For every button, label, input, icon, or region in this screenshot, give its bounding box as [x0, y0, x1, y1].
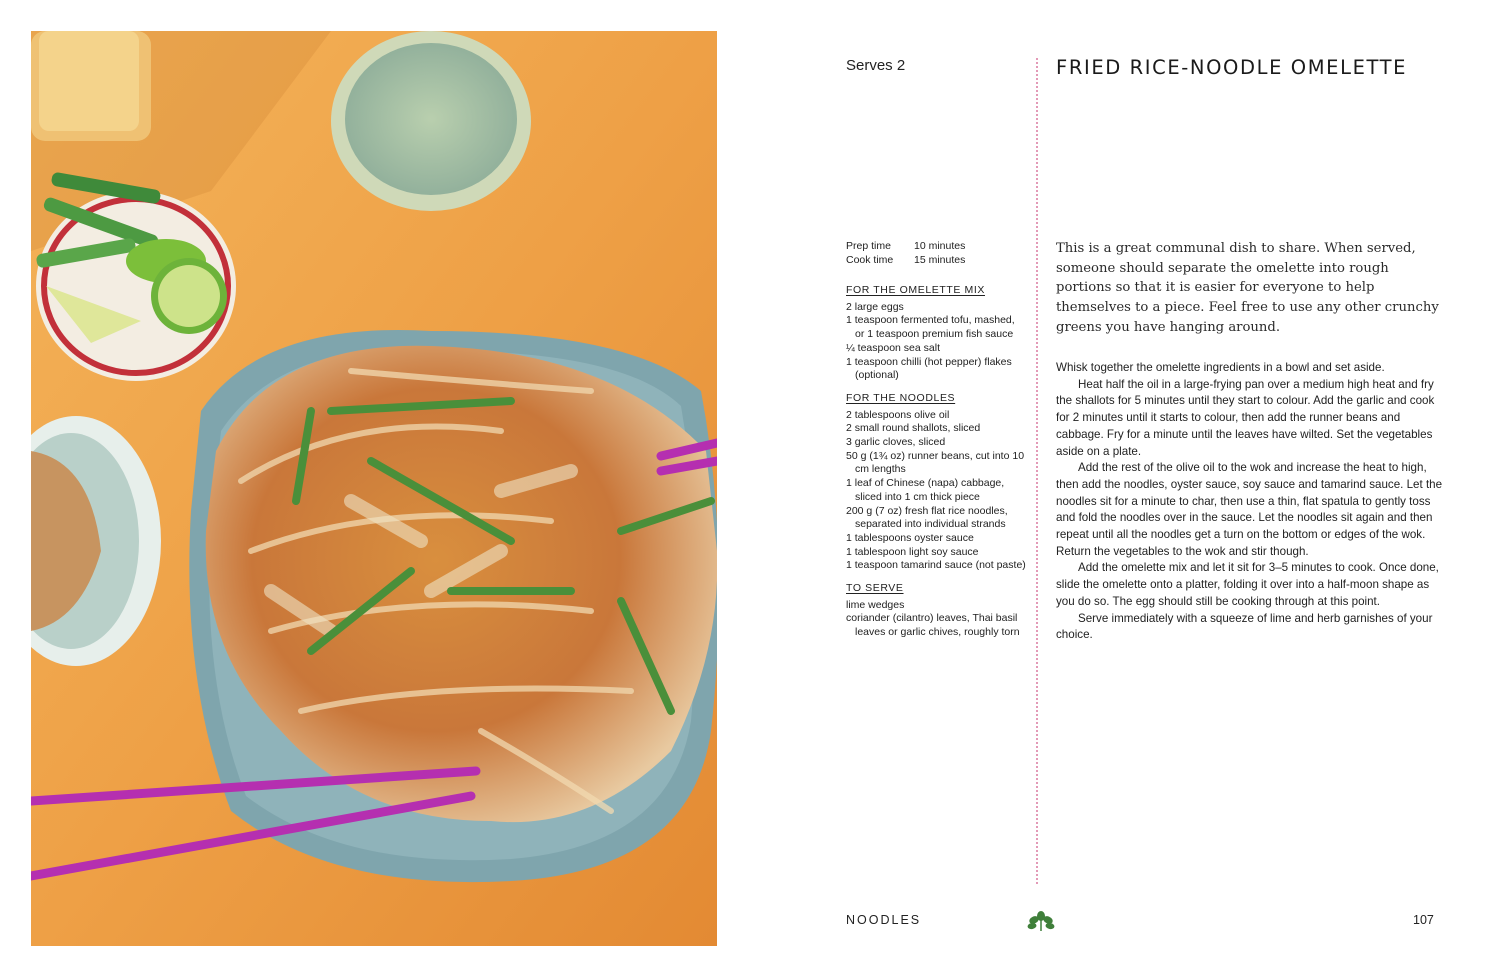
ingredient-item: 2 large eggs [846, 300, 904, 313]
cook-time-row [846, 254, 965, 268]
time-table [846, 240, 965, 267]
ingredient-item: 2 small round shallots, sliced [846, 422, 981, 435]
method-paragraph: Add the omelette mix and let it sit for 3–5 minutes to cook. Once done, slide the omelette onto a platter, folding it over into a half-moon shape as you do so. The egg should still be cooking through at this point. [1056, 561, 1439, 608]
ingredient-item: 1 teaspoon chilli (hot pepper) flakes (optional) [846, 355, 1012, 382]
ingredient-item: lime wedges [846, 598, 905, 611]
column-divider [1036, 58, 1038, 884]
herb-leaf-icon [1026, 910, 1056, 932]
method-paragraph: Add the rest of the olive oil to the wok and increase the heat to high, then add the noodles, oyster sauce, soy sauce and tamarind sauce. Let the noodles sit for a minute to char, then use a thin, flat spatula to gently toss and fold the noodles over in the sauce. Let the noodles sit again and then repeat until all the noodles get a turn on the bottom or edges of the wok. Return the vegetables to the wok and stir though. [1056, 461, 1443, 558]
ingredient-group-heading: TO SERVE [846, 582, 904, 595]
recipe-title: FRIED RICE-NOODLE OMELETTE [1056, 56, 1408, 79]
method-paragraph: Serve immediately with a squeeze of lime and herb garnishes of your choice. [1056, 611, 1433, 642]
prep-time-row [846, 240, 965, 254]
ingredient-item: 1 leaf of Chinese (napa) cabbage, sliced into 1 cm thick piece [846, 477, 1005, 503]
ingredient-item: 200 g (7 oz) fresh flat rice noodles, separated into individual strands [846, 504, 1008, 531]
time-label: Cook time [846, 253, 894, 266]
ingredient-item: coriander (cilantro) leaves, Thai basil leaves or garlic chives, roughly torn [846, 612, 1020, 639]
ingredient-group-heading: FOR THE OMELETTE MIX [846, 284, 985, 296]
time-value: 15 minutes [914, 253, 966, 266]
ingredient-item: 2 tablespoons olive oil [846, 408, 950, 421]
page-number: 107 [1413, 913, 1434, 927]
dish-photo [31, 31, 717, 946]
ingredient-item: 1 teaspoon tamarind sauce (not paste) [846, 559, 1026, 572]
ingredient-item: 1 tablespoon light soy sauce [846, 545, 979, 558]
time-value: 10 minutes [914, 240, 966, 252]
method-text [1056, 360, 1446, 644]
ingredient-item: 3 garlic cloves, sliced [846, 436, 946, 449]
method-paragraph: Heat half the oil in a large-frying pan over a medium high heat and fry the shallots for 5 minutes until they start to colour. Add the garlic and cook for 2 minutes until it starts to colour, then add the runner beans and cabbage. Fry for a minute until the leaves have wilted. Set the vegetables aside on a plate. [1056, 377, 1435, 458]
ingredient-item: 1 teaspoon fermented tofu, mashed, or 1 teaspoon premium fish sauce [846, 314, 1015, 341]
serves-count: Serves 2 [846, 57, 906, 74]
section-name: NOODLES [846, 913, 922, 927]
ingredient-item: 50 g (1¾ oz) runner beans, cut into 10 cm lengths [846, 449, 1025, 476]
ingredient-list [846, 284, 1026, 640]
time-label: Prep time [846, 240, 891, 252]
recipe-intro: This is a great communal dish to share. When served, someone should separate the omelette into rough portions so that it is easier for everyone to help themselves to a piece. Feel free to use any other crunchy greens you have hanging around. [1056, 241, 1439, 335]
ingredient-group-heading: FOR THE NOODLES [846, 391, 956, 404]
ingredient-item: 1 tablespoons oyster sauce [846, 531, 974, 544]
method-paragraph: Whisk together the omelette ingredients in a bowl and set aside. [1056, 361, 1385, 374]
ingredient-item: ¼ teaspoon sea salt [846, 341, 940, 354]
